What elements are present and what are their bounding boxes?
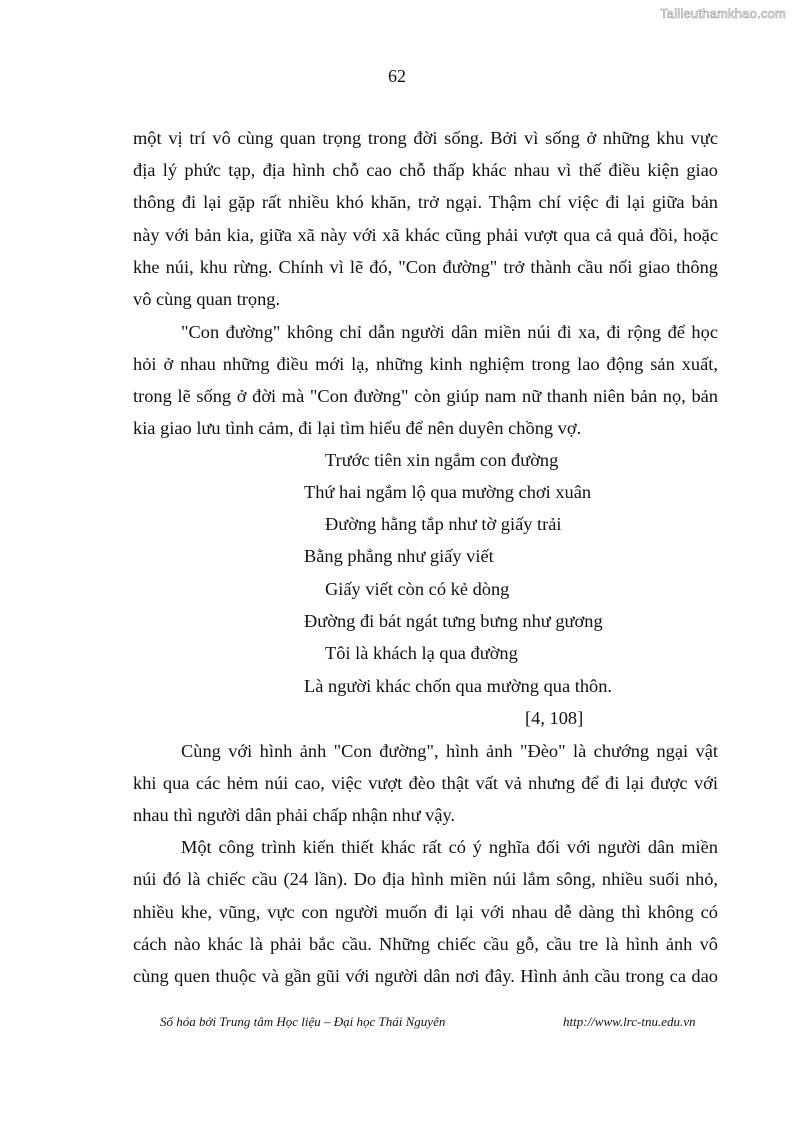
text-line: Cùng với hình ảnh "Con đường", hình ảnh "Đèo" là chướng ngại vật — [181, 741, 718, 761]
text-line: cách nào khác là phải bắc cầu. Những chiếc cầu gỗ, cầu tre là hình ảnh vô — [133, 934, 718, 954]
poem-line: Thứ hai ngắm lộ qua mường chơi xuân — [304, 482, 592, 502]
text-line: khe núi, khu rừng. Chính vì lẽ đó, "Con đường" trở thành cầu nối giao thông — [133, 257, 718, 277]
poem-line: Tôi là khách lạ qua đường — [325, 643, 518, 663]
text-line: trong lẽ sống ở đời mà "Con đường" còn giúp nam nữ thanh niên bản nọ, bản — [133, 386, 718, 406]
text-line: thông đi lại gặp rất nhiều khó khăn, trở ngại. Thậm chí việc đi lại giữa bản — [133, 192, 718, 212]
poem-line: Giấy viết còn có kẻ dòng — [325, 579, 510, 599]
text-line: kia giao lưu tình cảm, đi lại tìm hiểu để nên duyên chồng vợ. — [133, 418, 582, 438]
poem-line: Là người khác chốn qua mường qua thôn. — [304, 676, 613, 696]
text-line: vô cùng quan trọng. — [133, 289, 281, 309]
poem-line: Bằng phẳng như giấy viết — [304, 546, 494, 566]
text-line: khi qua các hẻm núi cao, việc vượt đèo thật vất vả nhưng để đi lại được với — [133, 773, 718, 793]
poem-line: Đường hằng tắp như tờ giấy trải — [325, 514, 562, 534]
text-line: Một công trình kiến thiết khác rất có ý nghĩa đối với người dân miền — [181, 837, 718, 857]
text-line: cùng quen thuộc và gần gũi với người dân nơi đây. Hình ảnh cầu trong ca dao — [133, 966, 718, 986]
text-line: "Con đường" không chỉ dẫn người dân miền núi đi xa, đi rộng để học — [181, 322, 718, 342]
poem-line: Đường đi bát ngát tưng bưng như gương — [304, 611, 603, 631]
text-line: một vị trí vô cùng quan trọng trong đời sống. Bởi vì sống ở những khu vực — [133, 128, 718, 148]
watermark: Tailieuthamkhao.com — [660, 6, 786, 21]
text-line: này với bản kia, giữa xã này với xã khác cũng phải vượt qua cả quả đồi, hoặc — [133, 225, 718, 245]
page-number: 62 — [388, 66, 406, 86]
text-line: hỏi ở nhau những điều mới lạ, những kinh nghiệm trong lao động sản xuất, — [133, 354, 718, 374]
text-line: địa lý phức tạp, địa hình chỗ cao chỗ thấp khác nhau vì thế điều kiện giao — [133, 160, 718, 180]
text-line: nhau thì người dân phải chấp nhận như vậy. — [133, 805, 456, 825]
text-line: núi đó là chiếc cầu (24 lần). Do địa hình miền núi lắm sông, nhiều suối nhỏ, — [133, 869, 718, 889]
poem-citation: [4, 108] — [525, 708, 584, 728]
footer-url: http://www.lrc-tnu.edu.vn — [563, 1014, 696, 1029]
text-line: nhiều khe, vũng, vực con người muốn đi lại với nhau dễ dàng thì không có — [133, 902, 718, 922]
footer-source: Số hóa bởi Trung tâm Học liệu – Đại học Thái Nguyên — [160, 1014, 446, 1029]
poem-line: Trước tiên xin ngắm con đường — [325, 450, 559, 470]
